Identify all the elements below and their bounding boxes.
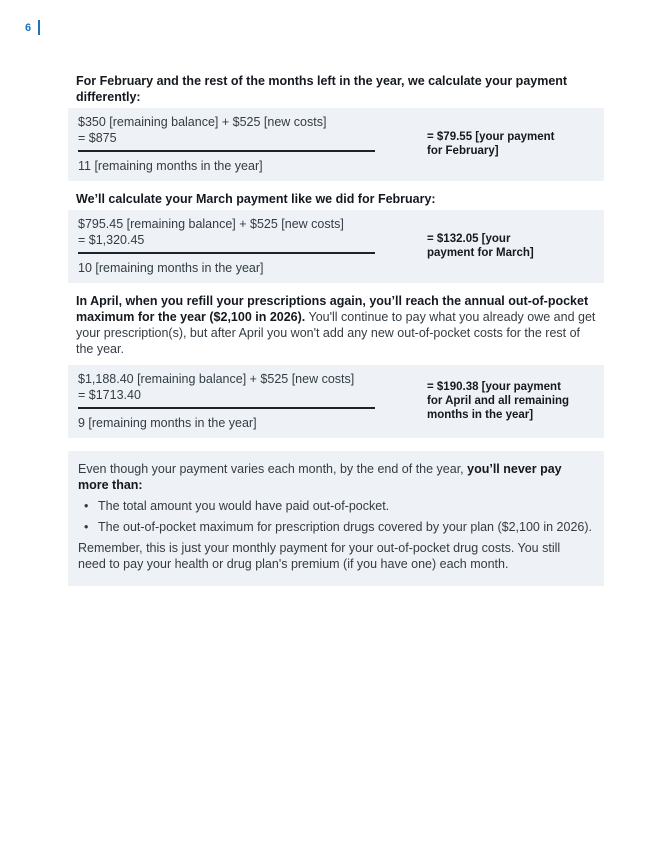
february-result: [427, 130, 594, 158]
february-fraction: [78, 114, 378, 174]
page-number: [25, 20, 40, 35]
april-numerator-line2: = $1713.40: [78, 388, 141, 402]
february-result-line2: for February]: [427, 145, 499, 157]
page-number-value: 6: [25, 21, 32, 34]
february-calc-box: [68, 108, 604, 181]
bullet-icon: •: [84, 499, 89, 513]
february-fraction-line: [78, 150, 375, 152]
march-fraction: [78, 216, 378, 276]
april-result-line2: for April and all remaining: [427, 395, 570, 407]
page-number-divider: [38, 20, 40, 35]
february-result-line1: = $79.55 [your payment: [427, 131, 555, 143]
summary-intro: [78, 461, 588, 493]
summary-bullet-1: [84, 498, 594, 514]
april-paragraph: [76, 293, 600, 357]
march-denominator: 10 [remaining months in the year]: [78, 261, 264, 275]
march-result-line2: payment for March]: [427, 247, 534, 259]
march-heading: We’ll calculate your March payment like we did for February:: [76, 192, 436, 206]
page-content: [68, 73, 604, 586]
april-result-line1: = $190.38 [your payment: [427, 381, 561, 393]
april-paragraph-regular: You'll continue to pay what you already owe and get your prescription(s), but after April you won't add any new out-of-pocket costs for the rest of the year.: [76, 310, 596, 356]
april-calc-box: [68, 365, 604, 438]
march-numerator-line1: $795.45 [remaining balance] + $525 [new costs]: [78, 217, 344, 231]
bullet-icon: •: [84, 520, 89, 534]
summary-footer: Remember, this is just your monthly payment for your out-of-pocket drug costs. You still need to pay your health or drug plan's premium (if you have one) each month.: [78, 541, 561, 571]
february-denominator: 11 [remaining months in the year]: [78, 159, 263, 173]
summary-bullet-1-text: The total amount you would have paid out-of-pocket.: [98, 499, 390, 513]
march-result-line1: = $132.05 [your: [427, 233, 511, 245]
summary-bullet-2: [84, 519, 594, 535]
april-paragraph-bold: In April, when you refill your prescriptions again, you’ll reach the annual out-of-pocket maximum for the year ($2,100 in 2026).: [76, 294, 589, 324]
march-fraction-line: [78, 252, 375, 254]
march-numerator-line2: = $1,320.45: [78, 233, 145, 247]
april-denominator: 9 [remaining months in the year]: [78, 416, 257, 430]
april-fraction-line: [78, 407, 375, 409]
april-result: [427, 380, 594, 422]
april-result-line3: months in the year]: [427, 409, 534, 421]
april-fraction: [78, 371, 378, 431]
april-numerator-line1: $1,188.40 [remaining balance] + $525 [new costs]: [78, 372, 355, 386]
february-numerator-line2: = $875: [78, 131, 117, 145]
summary-intro-regular: Even though your payment varies each month, by the end of the year,: [78, 462, 468, 476]
summary-bullet-2-text: The out-of-pocket maximum for prescription drugs covered by your plan ($2,100 in 2026).: [98, 520, 592, 534]
summary-info-box: [68, 451, 604, 586]
summary-intro-bold: you’ll never pay more than:: [78, 462, 562, 492]
february-heading: For February and the rest of the months left in the year, we calculate your payment differently:: [76, 74, 568, 104]
february-numerator-line1: $350 [remaining balance] + $525 [new costs]: [78, 115, 327, 129]
march-calc-box: [68, 210, 604, 283]
march-result: [427, 232, 594, 260]
